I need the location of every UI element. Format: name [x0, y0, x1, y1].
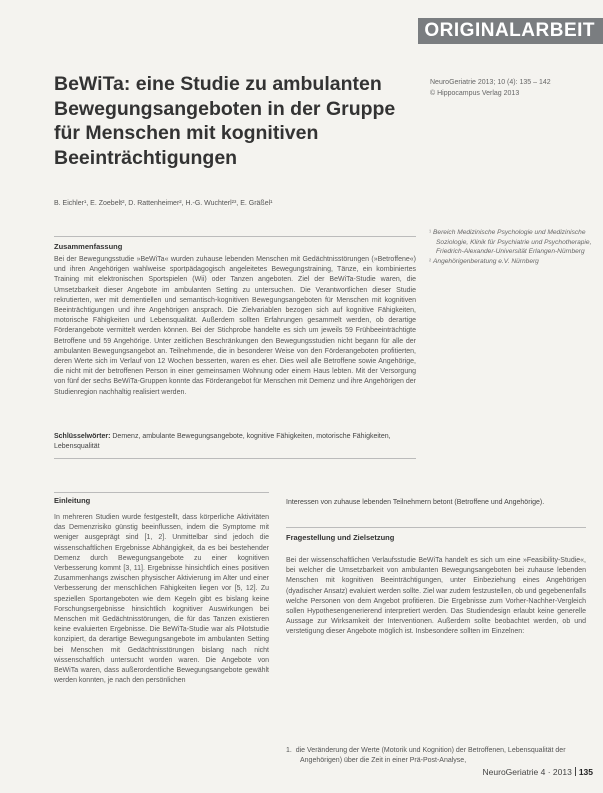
list-item-text: die Veränderung der Werte (Motorik und Kognition) der Betroffenen, Lebensqualität der Angehörigen) über die Zeit in einer Prä-Post-Analyse, — [295, 747, 566, 765]
page-number: 135 — [578, 767, 593, 777]
abstract-heading: Zusammenfassung — [54, 242, 123, 251]
list-item — [286, 746, 586, 766]
footer-divider — [575, 767, 576, 776]
section-banner — [418, 18, 603, 44]
article-title: BeWiTa: eine Studie zu ambulanten Bewegungsangeboten in der Gruppe für Menschen mit kognitiven Beeinträchtigungen — [54, 73, 396, 169]
section1-rule — [54, 492, 269, 493]
keywords-label: Schlüsselwörter: — [54, 433, 111, 440]
abstract-bottom-rule — [54, 458, 416, 459]
section2-rule — [286, 527, 586, 528]
footer-journal: NeuroGeriatrie 4 · 2013 — [482, 767, 572, 777]
banner-label: ORIGINALARBEIT — [424, 20, 595, 41]
objectives-heading: Fragestellung und Zielsetzung — [286, 533, 395, 542]
page-footer — [483, 767, 593, 777]
column2-intro-text: Interessen von zuhause lebenden Teilnehmern betont (Betroffene und Angehörige). — [286, 499, 545, 506]
abstract-top-rule — [54, 236, 416, 237]
affiliations — [429, 228, 594, 266]
publisher-copyright: © Hippocampus Verlag 2013 — [430, 90, 520, 97]
abstract-text: Bei der Bewegungsstudie »BeWiTa« wurden zuhause lebenden Menschen mit Gedächtnisstörungen (»Betroffene«) und ihren Angehörigen wahlweise sportpädagogisch angeleitetes Bewegungstraining, Tänze, ein kombiniertes Training mit elektronischen Sportspielen (Wii) oder Tanzen angeboten. Ziel der BeWiTa-Studie waren, die Umsetzbarkeit dieser Angebote im ambulanten Setting zu untersuchen. Die Verantwortlichen dieser Studie rekrutierten, wer mit dementiellen und semantisch-kognitiven Bewegungsangeboten für Menschen mit kognitiven Beeinträchtigungen und ihre Angehörigen ansprach. Die Zielvariablen bezogen sich auf kognitive Fähigkeiten, motorische Fähigkeiten und Lebensqualität. Außerdem sollten Erfahrungen gesammelt werden, ob derartige Förderangebote vermittelt werden können. Bei der Stichprobe handelte es sich um jeweils 59 Frühbeeinträchtigte Betroffene und 59 Angehörige. Unter zeitlichen Beschränkungen den Bewegungsstudien nicht begann für alle der ambulanten Bewegungsangebot an. Teilnehmende, die in besonderer Weise von den Förderangeboten profitierten, deren Werte sich im Verlauf von 12 Wochen besserten, waren es eher. Dies weil alle Betroffene sowie Angehörige, die nicht mit der betroffenen Person in einer gemeinsamen Wohnung oder einem Haus lebten. Mit der Versorgung von fünf der sechs BeWiTa-Gruppen konnte das Förderangebot für Menschen mit Demenz und ihre Angehörigen der Studienregion nachhaltig realisiert werden. — [54, 256, 416, 396]
author-list: B. Eichler¹, E. Zoebelt², D. Rattenheimer², H.-G. Wuchterl²³, E. Gräßel¹ — [54, 200, 273, 207]
keywords — [54, 432, 416, 452]
objectives-text: Bei der wissenschaftlichen Verlaufsstudie BeWiTa handelt es sich um eine »Feasibility-Studie«, bei welcher die Umsetzbarkeit von ambulanten Bewegungsangeboten bei zuhause lebenden Menschen mit kognitiven Beeinträchtigungen, unter Einbeziehung eines Angehörigen (dyadischer Ansatz) evaluiert werden sollte. Ziel war zudem festzustellen, ob und gegebenenfalls welche Personen von dem Angebot profitieren. Die Ergebnisse zum Vorher-Nachher-Vergleich sollen Hypothesengenerierend interpretiert werden. Das Studiendesign erlaubt keine generelle Aussage zur Wirksamkeit der Interventionen. Außerdem sollte beobachtet werden, ob und verstetigung dieser Angebote möglich ist. Insbesondere sollten im Einzelnen: — [286, 557, 586, 636]
journal-citation: NeuroGeriatrie 2013; 10 (4): 135 – 142 — [430, 79, 551, 86]
affiliation-item: ¹ Bereich Medizinische Psychologie und Medizinische Soziologie, Klinik für Psychiatrie und Psychotherapie, Friedrich-Alexander-Universität Erlangen-Nürnberg — [429, 229, 592, 256]
introduction-text: In mehreren Studien wurde festgestellt, dass körperliche Aktivitäten das Demenzrisiko günstig beeinflussen, indem die Symptome mit weniger ausgeprägt sind [1, 2]. Unmittelbar sind jedoch die wissenschaftlichen Ergebnisse Abhängigkeit, da es bei bestehender Demenz durch Bewegungsangebote zu einer kognitiven Verbesserung kommt [3, 11]. Ergebnisse hinsichtlich eines positiven Zusammenhangs zwischen physischer Aktivierung im Alter und einer Verbesserung der menschlichen Fähigkeiten liegen vor [5, 12]. Zu speziellen Sportangeboten wie dem Kegeln gibt es bislang keine Forschungsergebnisse hinsichtlich kognitiver Auswirkungen bei Menschen mit Gedächtnisstörungen, die für das Tanzen existieren keine evaluierten Ergebnisse. Die BeWiTa-Studie war als Pilotstudie konzipiert, da derartige Bewegungsangebote im ambulanten Setting bei Menschen mit Gedächtnisstörungen bislang nach nicht wissenschaftlich untersucht worden waren. Die Angebote von BeWiTa waren, dass außerordentliche Bewegungsangebote gewählt werden konnten, je nach den persönlichen — [54, 514, 269, 685]
keywords-text: Demenz, ambulante Bewegungsangebote, kognitive Fähigkeiten, motorische Fähigkeiten, Lebensqualität — [54, 433, 391, 451]
objectives-list — [286, 746, 586, 766]
introduction-heading: Einleitung — [54, 496, 91, 505]
journal-meta — [430, 77, 598, 99]
list-marker: 1. — [286, 747, 292, 754]
affiliation-item: ² Angehörigenberatung e.V. Nürnberg — [429, 257, 539, 265]
